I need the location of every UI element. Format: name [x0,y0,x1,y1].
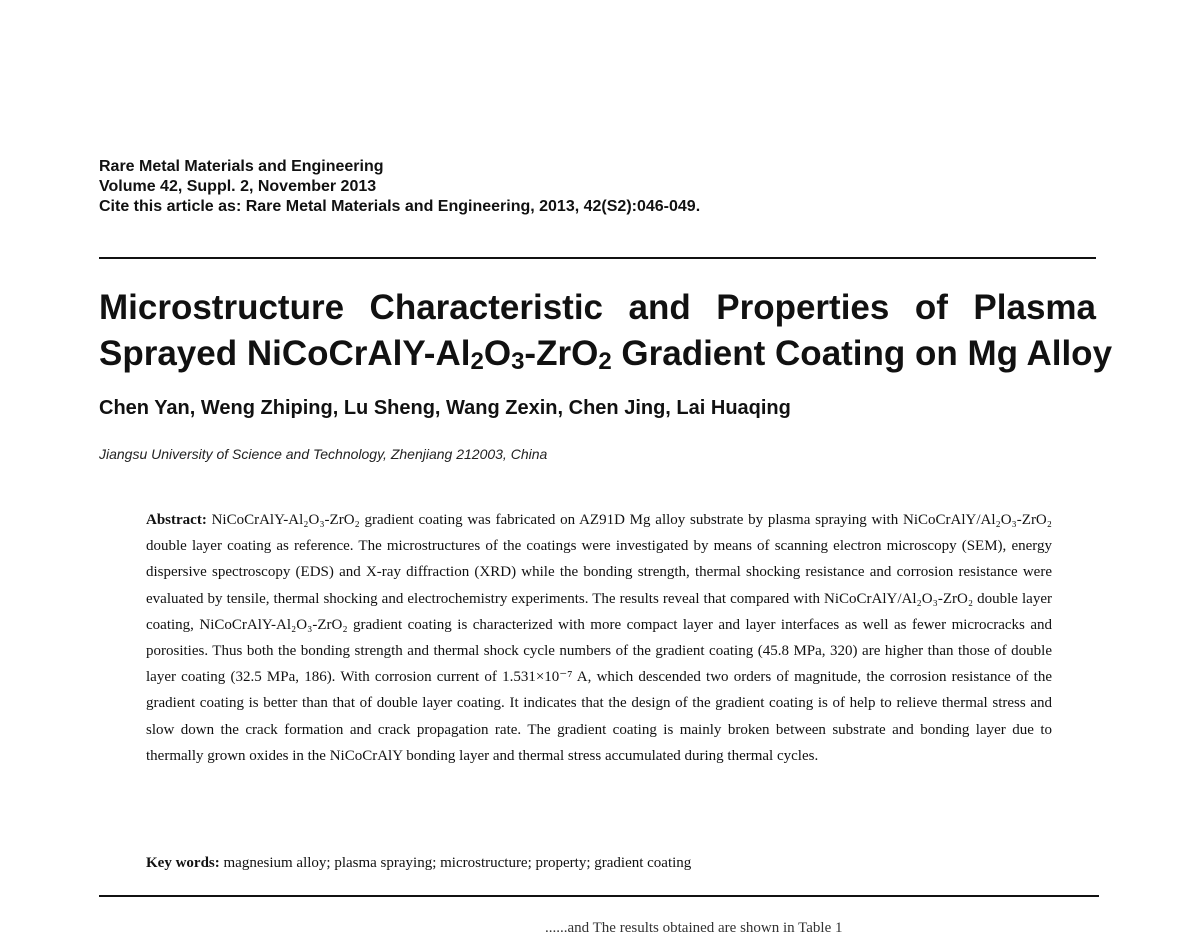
bottom-divider [99,895,1099,897]
journal-citation: Cite this article as: Rare Metal Materials and Engineering, 2013, 42(S2):046-049. [99,198,701,215]
title-part: Gradient Coating on Mg Alloy [611,334,1113,373]
title-line-1: Microstructure Characteristic and Properties of Plasma [99,288,1096,327]
keywords-label: Key words: [146,855,220,871]
cut-off-body-text: ......and The results obtained are shown in Table 1 [545,920,843,936]
abstract [146,507,1052,769]
title-subscript: 3 [511,348,525,375]
journal-name: Rare Metal Materials and Engineering [99,158,384,175]
keywords-text: magnesium alloy; plasma spraying; microstructure; property; gradient coating [223,855,692,871]
title-subscript: 2 [470,348,484,375]
journal-header [99,157,700,217]
title-part: -ZrO [524,334,599,373]
title-part: O [483,334,512,373]
article-title [99,285,1113,377]
title-part: Sprayed NiCoCrAlY-Al [99,334,471,373]
author-list: Chen Yan, Weng Zhiping, Lu Sheng, Wang Zexin, Chen Jing, Lai Huaqing [99,397,791,419]
top-divider [99,257,1096,259]
keywords [146,853,691,873]
title-line-2 [99,331,1113,377]
journal-volume: Volume 42, Suppl. 2, November 2013 [99,178,377,195]
abstract-label: Abstract: [146,512,207,528]
affiliation: Jiangsu University of Science and Technology, Zhenjiang 212003, China [99,446,548,462]
abstract-text: NiCoCrAlY-Al₂O₃-ZrO₂ gradient coating was fabricated on AZ91D Mg alloy substrate by plasma spraying with NiCoCrAlY/Al₂O₃-ZrO₂ double layer coating as reference. The microstructures of the coatings were investigated by means of scanning electron microscopy (SEM), energy dispersive spectroscopy (EDS) and X-ray diffraction (XRD) while the bonding strength, thermal shocking resistance and corrosion resistance were evaluated by tensile, thermal shocking and electrochemistry experiments. The results reveal that compared with NiCoCrAlY/Al₂O₃-ZrO₂ double layer coating, NiCoCrAlY-Al₂O₃-ZrO₂ gradient coating is characterized with more compact layer and layer interfaces as well as fewer microcracks and porosities. Thus both the bonding strength and thermal shock cycle numbers of the gradient coating (45.8 MPa, 320) are higher than those of double layer coating (32.5 MPa, 186). With corrosion current of 1.531×10⁻⁷ A, which descended two orders of magnitude, the corrosion resistance of the gradient coating is better than that of double layer coating. It indicates that the design of the gradient coating is of help to relieve thermal stress and slow down the crack formation and crack propagation rate. The gradient coating is mainly broken between substrate and bonding layer due to thermally grown oxides in the NiCoCrAlY bonding layer and thermal stress accumulated during thermal cycles. [146,512,1052,764]
title-subscript: 2 [598,348,612,375]
